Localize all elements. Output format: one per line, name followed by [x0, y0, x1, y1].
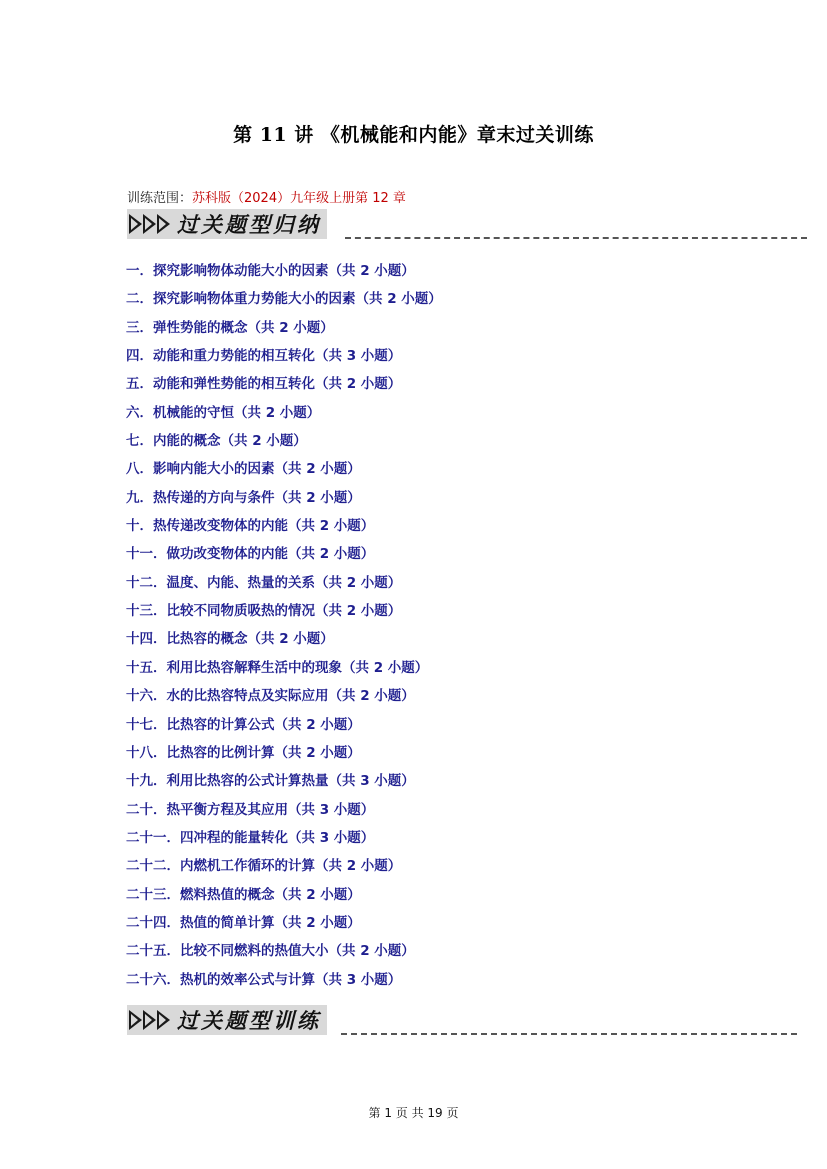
topic-item: 十．热传递改变物体的内能（共 2 小题）: [126, 518, 375, 535]
topic-item: 十八．比热容的比例计算（共 2 小题）: [126, 744, 361, 761]
arrow-icon: [129, 214, 142, 234]
topic-item: 二十六．热机的效率公式与计算（共 3 小题）: [126, 971, 402, 988]
topic-list: [126, 262, 442, 999]
topic-item: 十七．比热容的计算公式（共 2 小题）: [126, 716, 361, 733]
banner-title: 过关题型训练: [177, 1009, 321, 1033]
topic-item: 二十五．比较不同燃料的热值大小（共 2 小题）: [126, 943, 415, 960]
training-scope-value: 苏科版（2024）九年级上册第 12 章: [192, 191, 406, 206]
topic-item: 十九．利用比热容的公式计算热量（共 3 小题）: [126, 773, 415, 790]
banner-box: [127, 209, 327, 239]
topic-item: 十三．比较不同物质吸热的情况（共 2 小题）: [126, 603, 402, 620]
arrow-icon: [157, 1010, 170, 1030]
topic-item: 二．探究影响物体重力势能大小的因素（共 2 小题）: [126, 291, 442, 308]
banner-title: 过关题型归纳: [177, 213, 321, 237]
topic-item: 三．弹性势能的概念（共 2 小题）: [126, 319, 334, 336]
topic-item: 二十四．热值的简单计算（共 2 小题）: [126, 914, 361, 931]
arrow-icon: [143, 214, 156, 234]
topic-item: 十一．做功改变物体的内能（共 2 小题）: [126, 546, 375, 563]
banner-box: [127, 1005, 327, 1035]
arrow-icon: [157, 214, 170, 234]
topic-item: 十四．比热容的概念（共 2 小题）: [126, 631, 334, 648]
banner-divider: [345, 237, 807, 239]
topic-item: 十六．水的比热容特点及实际应用（共 2 小题）: [126, 688, 415, 705]
topic-item: 一．探究影响物体动能大小的因素（共 2 小题）: [126, 263, 415, 279]
page-footer: 第 1 页 共 19 页: [368, 1106, 459, 1120]
topic-item: 九．热传递的方向与条件（共 2 小题）: [126, 489, 361, 506]
topic-item: 五．动能和弹性势能的相互转化（共 2 小题）: [126, 376, 402, 393]
topic-item: 十二．温度、内能、热量的关系（共 2 小题）: [126, 574, 402, 591]
arrow-icon: [129, 1010, 142, 1030]
topic-item: 六．机械能的守恒（共 2 小题）: [126, 404, 321, 421]
page-title: 第 11 讲 《机械能和内能》章末过关训练: [233, 124, 594, 146]
banner-divider: [341, 1033, 797, 1035]
topic-item: 八．影响内能大小的因素（共 2 小题）: [126, 461, 361, 478]
topic-item: 二十一．四冲程的能量转化（共 3 小题）: [126, 829, 375, 846]
topic-item: 七．内能的概念（共 2 小题）: [126, 433, 307, 450]
section-banner-training: [127, 1005, 807, 1035]
training-scope-label: 训练范围：: [127, 191, 193, 206]
topic-item: 二十．热平衡方程及其应用（共 3 小题）: [126, 801, 375, 818]
arrow-icon: [143, 1010, 156, 1030]
topic-item: 四．动能和重力势能的相互转化（共 3 小题）: [126, 348, 402, 365]
section-banner-summary: [127, 209, 807, 239]
topic-item: 二十三．燃料热值的概念（共 2 小题）: [126, 886, 361, 903]
topic-item: 二十二．内燃机工作循环的计算（共 2 小题）: [126, 858, 402, 875]
topic-item: 十五．利用比热容解释生活中的现象（共 2 小题）: [126, 659, 429, 676]
training-scope: [127, 187, 406, 206]
